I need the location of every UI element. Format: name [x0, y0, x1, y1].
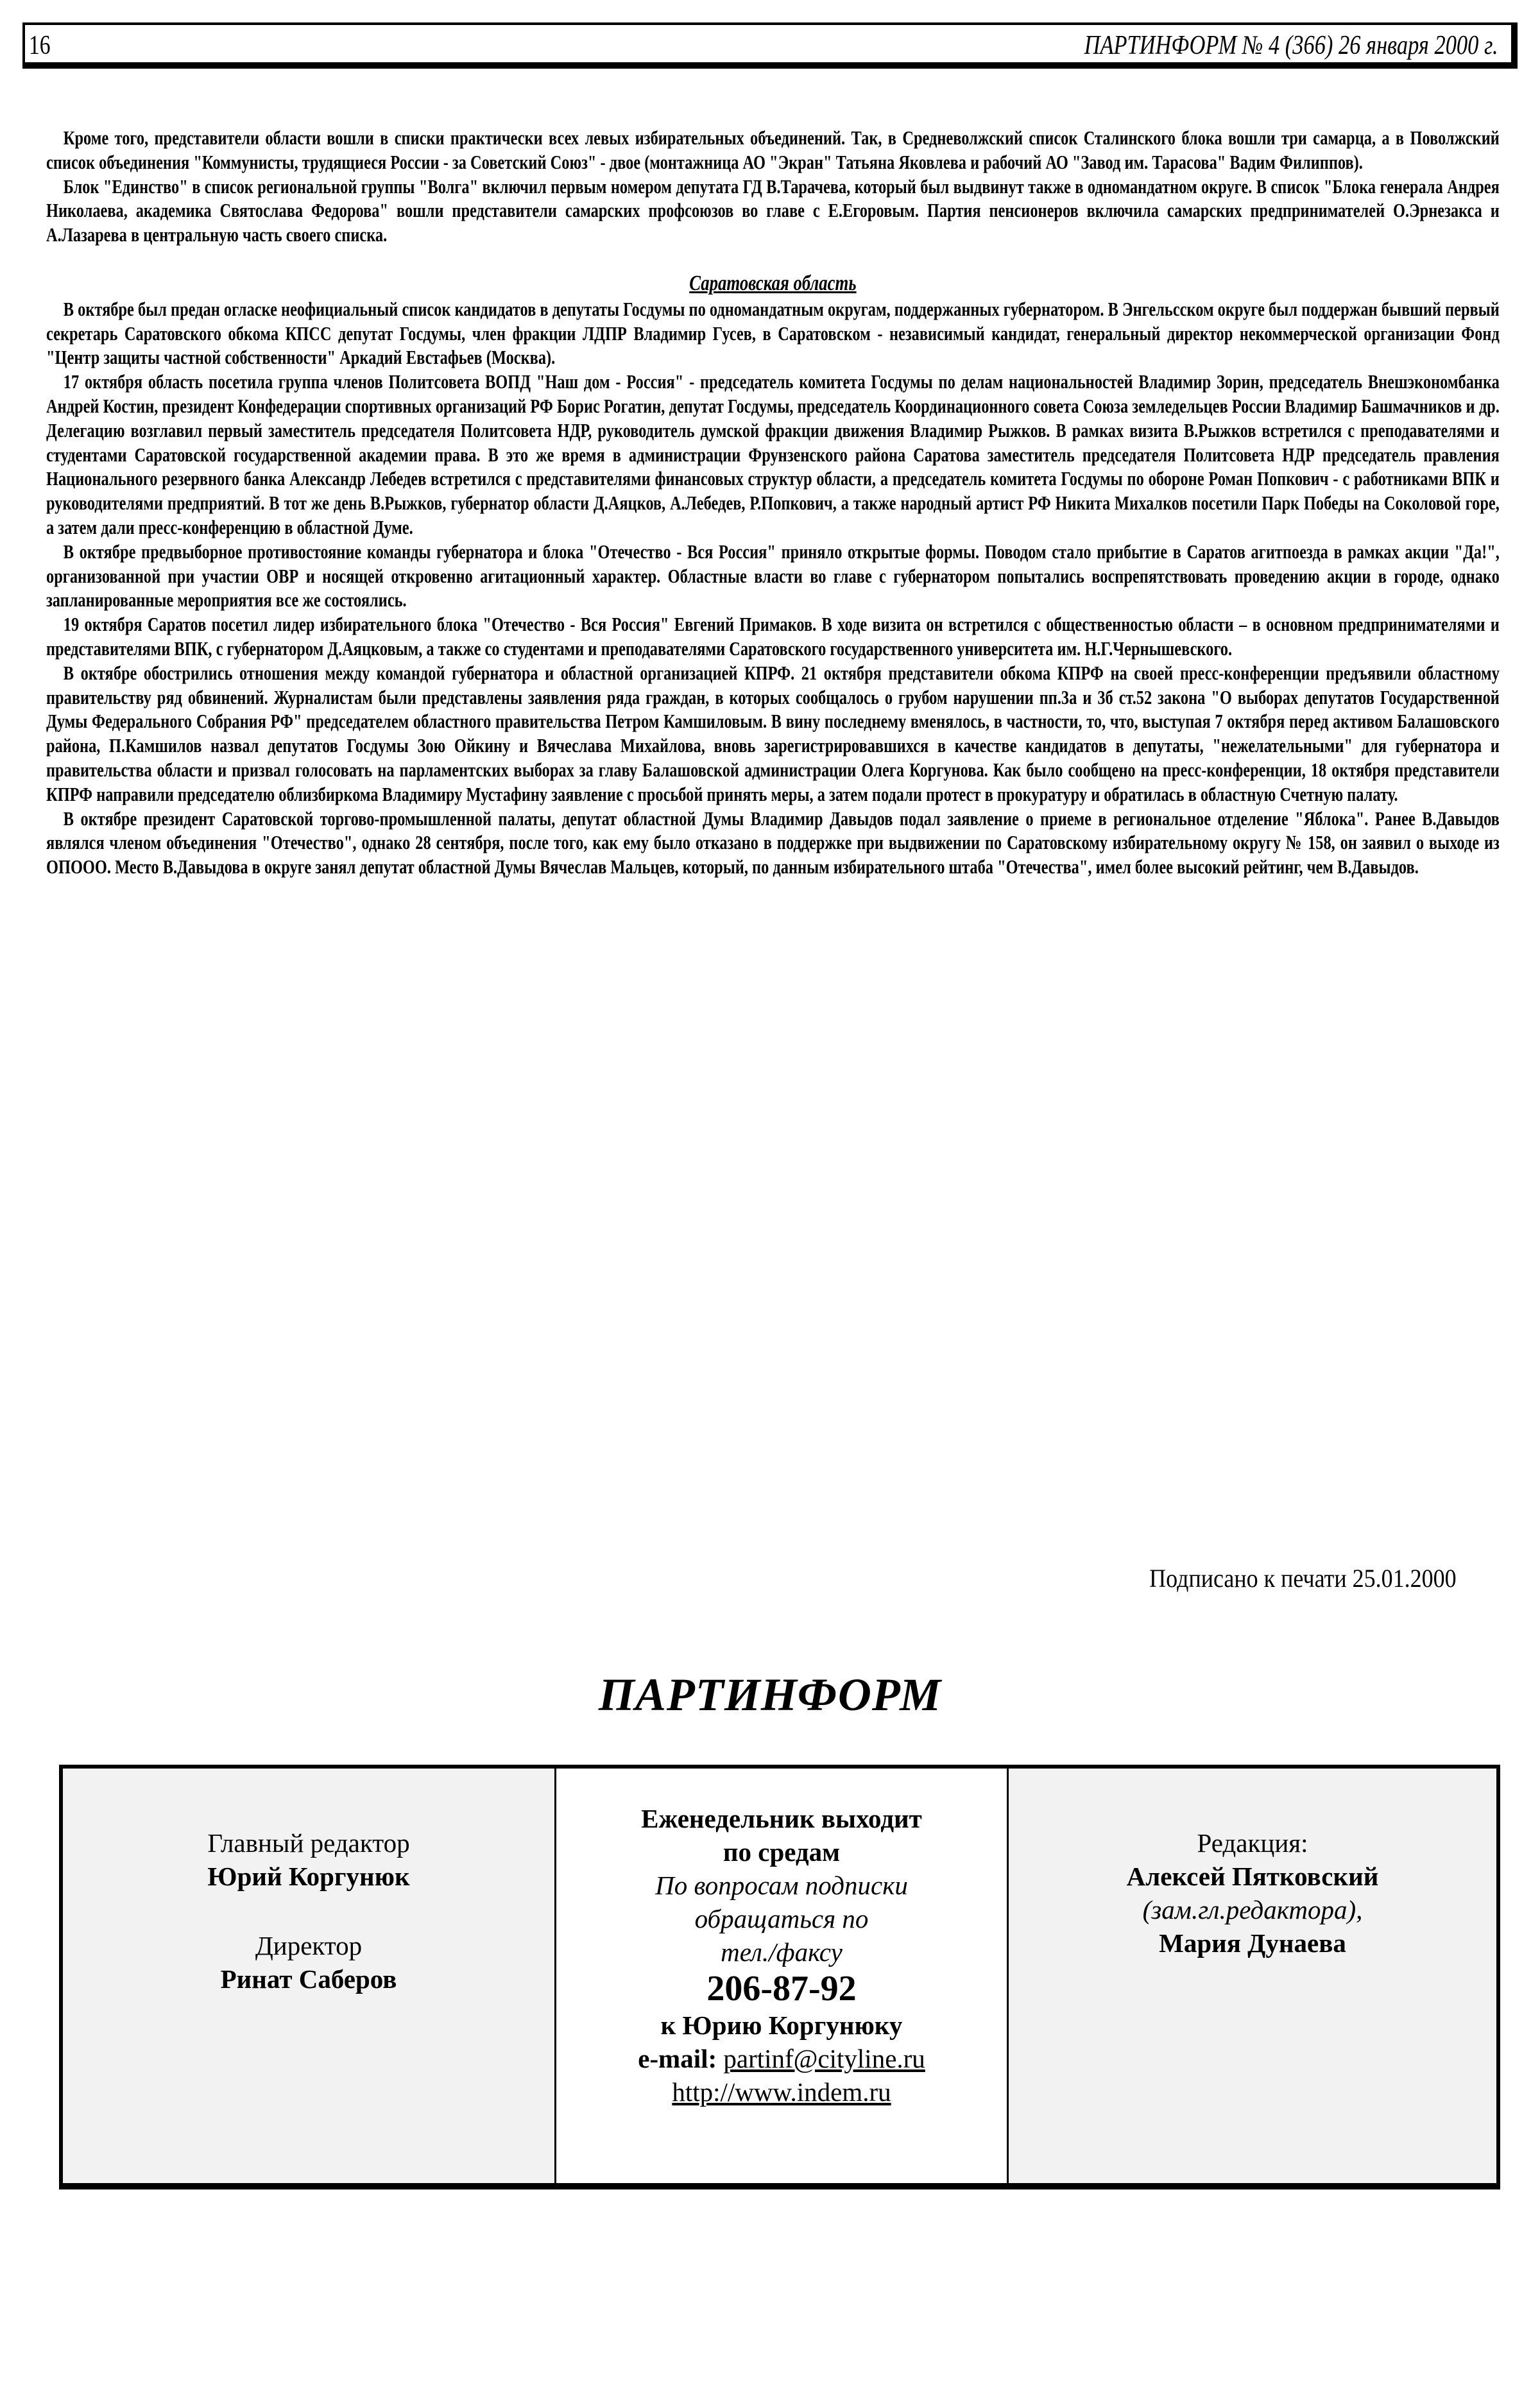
article-paragraph: В октябре обострились отношения между командой губернатора и областной организацией КПРФ. 21 октября представители обкома КПРФ на своей пресс-конференции предъявили областному правительству ряд обвинений. Журналистам были представлены заявления ряда граждан, в которых сообщалось о грубом нарушении пп.3а и 3б ст.52 закона "О выборах депутатов Государственной Думы Федерального Собрания РФ" председателем областного правительства Петром Камшиловым. В вину последнему вменялось, в частности, то, что, выступая 7 октября перед активом Балашовского района, П.Камшилов назвал депутатов Госдумы Зою Ойкину и Вячеслава Михайлова, вновь зарегистрировавшихся в качестве кандидатов в депутаты, "нежелательными" для губернатора и правительства области и призвал голосовать на парламентских выборах за главу Балашовской администрации Олега Коргунова. Как было сообщено на пресс-конференции, 18 октября представители КПРФ направили председателю облизбиркома Владимиру Мустафину заявление с просьбой принять меры, а затем подали протест в прокуратуру и обратилась в областную Счетную палату.	[46, 661, 1500, 805]
imprint-staff	[1009, 1769, 1496, 2183]
subscription-line: обращаться по	[694, 1904, 869, 1933]
article-paragraph: В октябре президент Саратовской торгово-промышленной палаты, депутат областной Думы Владимир Давыдов подал заявление о приеме в региональное отделение "Яблока". Ранее В.Давыдов являлся членом объединения "Отечество", однако 28 сентября, после того, как ему было отказано в поддержке при выдвижении по Саратовскому избирательному округу № 158, он заявил о выходе из ОПООО. Место В.Давыдова в округе занял депутат областной Думы Вячеслав Мальцев, который, по данным избирательного штаба "Отечества", имел более высокий рейтинг, чем В.Давыдов.	[46, 807, 1500, 878]
article-paragraph: 19 октября Саратов посетил лидер избирательного блока "Отечество - Вся Россия" Евгений Примаков. В ходе визита он встретился с общественностью области – в основном предпринимателями и представителями ВПК, с губернатором Д.Аяцковым, а также со студентами и преподавателями Саратовского государственного университета им. Н.Г.Чернышевского.	[46, 613, 1500, 660]
imprint-contacts	[556, 1769, 1009, 2183]
editor-role: Главный редактор	[207, 1828, 410, 1858]
staff-name: Мария Дунаева	[1159, 1928, 1346, 1958]
website-link[interactable]: http://www.indem.ru	[672, 2077, 891, 2107]
director-role: Директор	[255, 1931, 363, 1960]
imprint-box	[59, 1765, 1500, 2189]
contact-person: к Юрию Коргунюку	[660, 2010, 903, 2040]
article-body	[46, 126, 1500, 879]
staff-label: Редакция:	[1197, 1828, 1308, 1858]
masthead: ПАРТИНФОРМ	[598, 1669, 942, 1720]
editor-name: Юрий Коргунюк	[207, 1862, 410, 1891]
deputy-editor-role: (зам.гл.редактора),	[1142, 1895, 1363, 1924]
phone-number: 206-87-92	[706, 1969, 857, 2009]
article-paragraph: В октябре был предан огласке неофициальный список кандидатов в депутаты Госдумы по одномандатным округам, поддержанных губернатором. В Энгельсском округе был поддержан бывший первый секретарь Саратовского обкома КПСС депутат Госдумы, член фракции ЛДПР Владимир Гусев, в Саратовском - независимый кандидат, генеральный директор некоммерческой организации Фонд "Центр защиты частной собственности" Аркадий Евстафьев (Москва).	[46, 297, 1500, 369]
article-paragraph: Блок "Единство" в список региональной группы "Волга" включил первым номером депутата ГД В.Тарачева, который был выдвинут также в одномандатном округе. В список "Блока генерала Андрея Николаева, академика Святослава Федорова" вошли представители самарских профсоюзов во главе с Е.Егоровым. Партия пенсионеров включила самарских предпринимателей О.Эрнезакса и А.Лазарева в центральную часть своего списка.	[46, 175, 1500, 246]
article-paragraph: В октябре предвыборное противостояние команды губернатора и блока "Отечество - Вся Россия" приняло открытые формы. Поводом стало прибытие в Саратов агитпоезда в рамках акции "Да!", организованной при участии ОВР и носящей откровенно агитационный характер. Областные власти во главе с губернатором попытались воспрепятствовать проведению акции в городе, однако запланированные мероприятия все же состоялись.	[46, 540, 1500, 612]
issue-line: ПАРТИНФОРМ № 4 (366) 26 января 2000 г.	[1084, 31, 1498, 60]
email-row	[556, 2042, 1007, 2075]
imprint-leadership	[63, 1769, 556, 2183]
schedule-line: Еженедельник выходит	[641, 1804, 922, 1833]
article-paragraph: 17 октября область посетила группа членов Политсовета ВОПД "Наш дом - Россия" - председатель комитета Госдумы по делам национальностей Владимир Зорин, председатель Внешэкономбанка Андрей Костин, президент Конфедерации спортивных организаций РФ Борис Рогатин, депутат Госдумы, председатель Координационного совета Союза земледельцев России Владимир Башмачников и др. Делегацию возглавил первый заместитель председателя Политсовета НДР, руководитель думской фракции движения Владимир Рыжков. В рамках визита В.Рыжков встретился с преподавателями и студентами Саратовской государственной академии права. В это же время в администрации Фрунзенского района Саратова заместитель председателя Политсовета НДР председатель правления Национального резервного банка Александр Лебедев встретился с представителями финансовых структур области, а председатель комитета Госдумы по обороне Роман Попкович - с работниками ВПК и руководителями предприятий. В тот же день В.Рыжков, губернатор области Д.Аяцков, А.Лебедев, Р.Попкович, а также народный артист РФ Никита Михалков посетили Парк Победы на Соколовой горе, а затем дали пресс-конференцию в областной Думе.	[46, 370, 1500, 538]
article-paragraph: Кроме того, представители области вошли в списки практически всех левых избирательных объединений. Так, в Средневолжский список Сталинского блока вошли три самарца, а в Поволжский список объединения "Коммунисты, трудящиеся России - за Советский Союз" - двое (монтажница АО "Экран" Татьяна Яковлева и рабочий АО "Завод им. Тарасова" Вадим Филиппов).	[46, 126, 1500, 173]
subscription-line: По вопросам подписки	[655, 1871, 908, 1900]
section-title: Саратовская область	[689, 271, 857, 295]
deputy-editor-name: Алексей Пятковский	[1126, 1862, 1379, 1891]
page-number: 16	[29, 31, 51, 60]
signed-to-print: Подписано к печати 25.01.2000	[1149, 1564, 1457, 1593]
running-header	[22, 22, 1518, 69]
director-name: Ринат Саберов	[220, 1964, 397, 1994]
subscription-line: тел./факсу	[721, 1937, 843, 1967]
email-label: e-mail:	[638, 2044, 717, 2073]
schedule-line: по средам	[723, 1837, 841, 1867]
email-link[interactable]: partinf@cityline.ru	[723, 2044, 925, 2073]
